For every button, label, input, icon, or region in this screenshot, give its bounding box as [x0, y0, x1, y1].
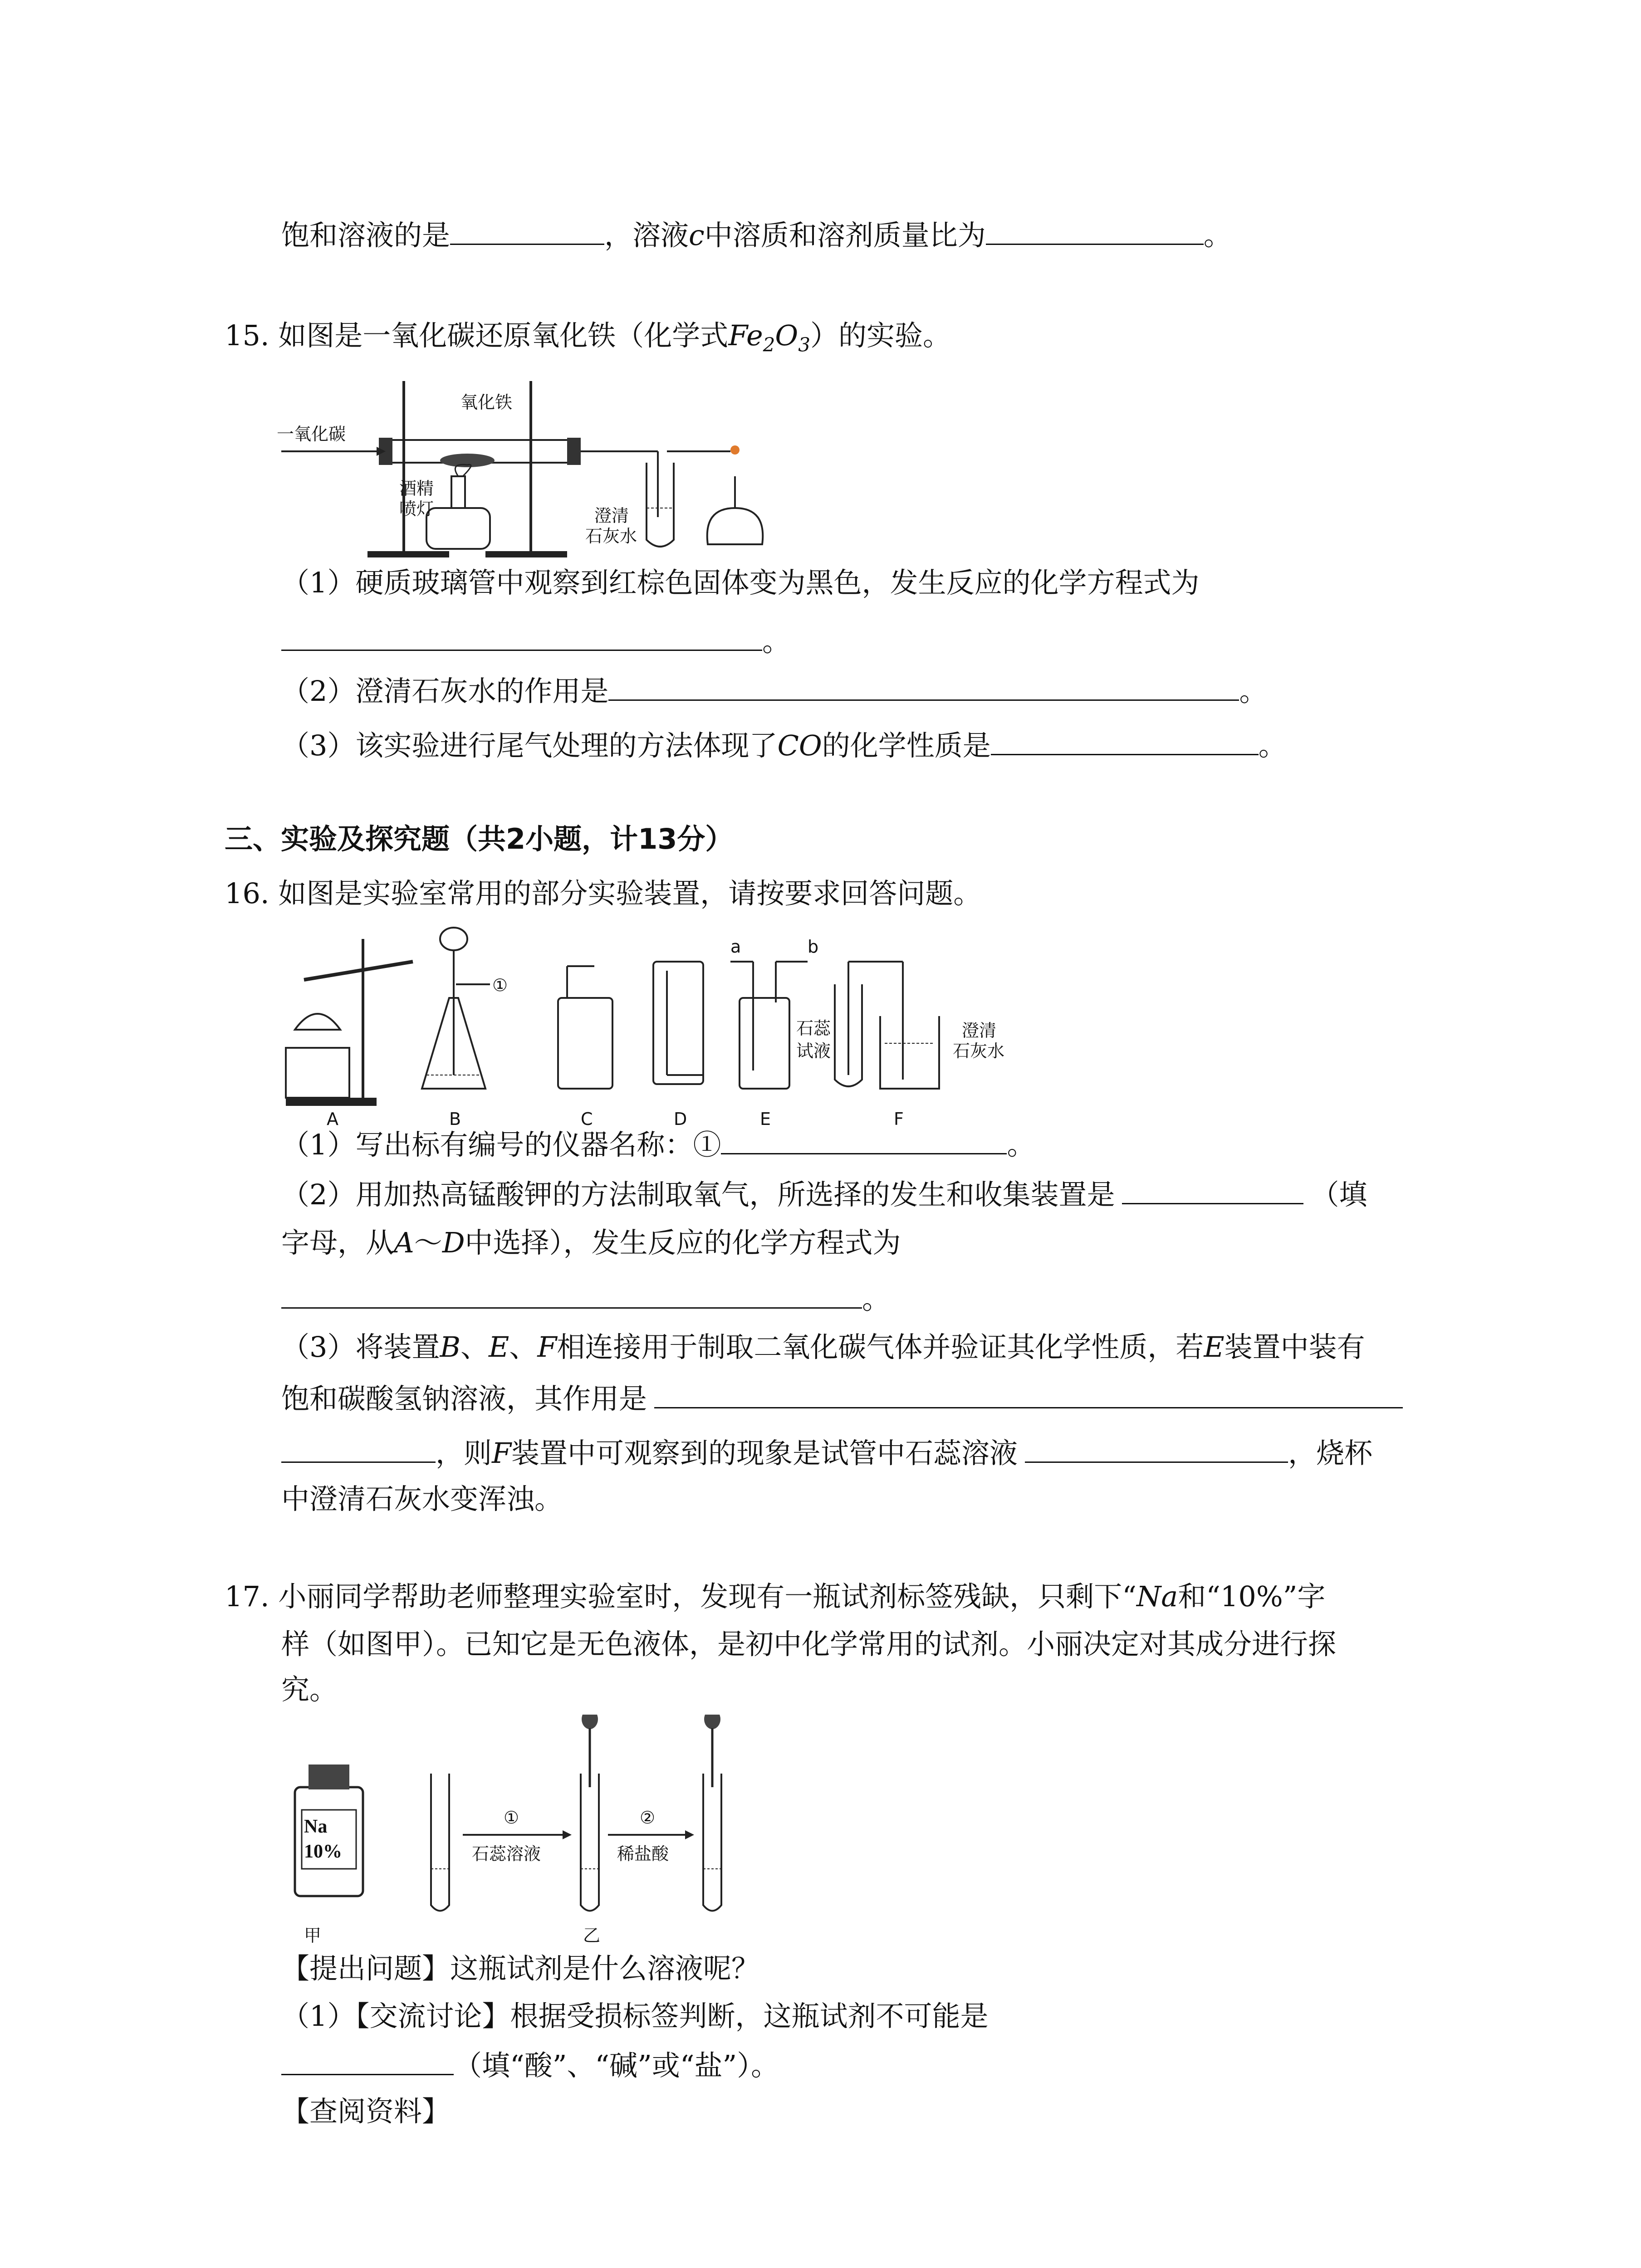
svg-text:石灰水: 石灰水: [953, 1041, 1005, 1061]
svg-text:B: B: [449, 1109, 461, 1129]
question-16-2: （2）用加热高锰酸钾的方法制取氧气，所选择的发生和收集装置是 （填: [281, 1175, 1367, 1213]
answer-blank[interactable]: [986, 215, 1204, 245]
svg-text:①: ①: [504, 1808, 519, 1828]
svg-text:一氧化碳: 一氧化碳: [277, 424, 346, 444]
svg-text:a: a: [730, 937, 741, 957]
question-16-3: （3）将装置B、E、F相连接用于制取二氧化碳气体并验证其化学性质，若E装置中装有: [281, 1330, 1365, 1364]
question-17-ref: 【查阅资料】: [281, 2095, 451, 2128]
answer-blank[interactable]: [1025, 1433, 1288, 1463]
svg-text:酒精: 酒精: [399, 479, 434, 499]
svg-text:甲: 甲: [304, 1926, 322, 1945]
reagent-bottle-and-test-tubes: [277, 1715, 740, 1969]
svg-text:Na: Na: [304, 1816, 328, 1837]
svg-text:喷灯: 喷灯: [399, 499, 434, 519]
lab-apparatus-a-to-f: [277, 925, 1048, 1129]
svg-text:①: ①: [492, 975, 508, 995]
answer-blank[interactable]: [608, 671, 1239, 701]
question-17-cont2: 究。: [281, 1673, 338, 1706]
svg-text:10%: 10%: [304, 1841, 342, 1862]
question-16-3-cont: 饱和碳酸氢钠溶液，其作用是: [281, 1379, 1403, 1417]
question-17-cont: 样（如图甲）。已知它是无色液体，是初中化学常用的试剂。小丽决定对其成分进行探: [281, 1628, 1337, 1661]
svg-text:石蕊: 石蕊: [796, 1018, 831, 1038]
figure-lab-apparatus: [277, 925, 1048, 1129]
answer-blank[interactable]: [721, 1125, 1007, 1154]
svg-text:A: A: [327, 1109, 338, 1129]
question-15-2: （2）澄清石灰水的作用是 。: [281, 671, 1267, 709]
svg-text:F: F: [894, 1109, 904, 1129]
svg-text:乙: 乙: [583, 1926, 601, 1945]
figure-co-reduction: [277, 372, 785, 567]
question-17-1: （1）【交流讨论】根据受损标签判断，这瓶试剂不可能是: [281, 1999, 989, 2033]
answer-blank[interactable]: [1122, 1175, 1303, 1204]
svg-text:②: ②: [640, 1808, 656, 1828]
answer-blank[interactable]: [991, 726, 1259, 755]
answer-blank[interactable]: [281, 1279, 862, 1309]
question-16: 16. 如图是实验室常用的部分实验装置，请按要求回答问题。: [225, 877, 982, 910]
figure-reagent-test: [277, 1715, 740, 1969]
answer-blank[interactable]: [281, 1433, 436, 1463]
svg-text:b: b: [808, 937, 819, 957]
svg-text:C: C: [581, 1109, 593, 1129]
svg-text:稀盐酸: 稀盐酸: [617, 1844, 669, 1864]
question-15: 15. 如图是一氧化碳还原氧化铁（化学式$Fe_2O_3$）的实验。: [225, 319, 951, 356]
page-number: [794, 2261, 829, 2268]
question-17-1-answer: （填“酸”、“碱”或“盐”）。: [281, 2046, 779, 2084]
text-line: 饱和溶液的是 ，溶液c中溶质和溶剂质量比为 。: [281, 215, 1232, 254]
question-16-1: （1）写出标有编号的仪器名称：① 。: [281, 1125, 1035, 1163]
svg-text:试液: 试液: [796, 1041, 831, 1061]
question-16-2-answer: 。: [281, 1279, 890, 1317]
answer-blank[interactable]: [281, 2046, 454, 2075]
question-16-3-cont3: 中澄清石灰水变浑浊。: [281, 1482, 563, 1515]
answer-blank[interactable]: [450, 215, 604, 245]
answer-blank[interactable]: [654, 1379, 1403, 1408]
question-17: 17. 小丽同学帮助老师整理实验室时，发现有一瓶试剂标签残缺，只剩下“Na和“10%”字: [225, 1580, 1326, 1613]
svg-text:D: D: [674, 1109, 687, 1129]
answer-blank[interactable]: [281, 621, 762, 651]
svg-text:E: E: [760, 1109, 771, 1129]
question-15-3: （3）该实验进行尾气处理的方法体现了CO的化学性质是 。: [281, 726, 1287, 764]
svg-text:石蕊溶液: 石蕊溶液: [472, 1844, 541, 1864]
svg-text:氧化铁: 氧化铁: [460, 392, 513, 412]
svg-text:澄清: 澄清: [594, 506, 629, 526]
question-16-2-cont: 字母，从A～D中选择），发生反应的化学方程式为: [281, 1226, 901, 1259]
section-heading: 三、实验及探究题（共2小题，计13分）: [225, 822, 734, 855]
svg-text:石灰水: 石灰水: [585, 526, 637, 546]
question-15-1-answer: 。: [281, 621, 790, 660]
svg-text:澄清: 澄清: [962, 1021, 997, 1041]
question-15-1: （1）硬质玻璃管中观察到红棕色固体变为黑色，发生反应的化学方程式为: [281, 566, 1200, 599]
question-16-3-cont2: ，则F装置中可观察到的现象是试管中石蕊溶液 ，烧杯: [281, 1433, 1372, 1471]
co-reduction-apparatus: [277, 372, 785, 567]
question-17-ask: 【提出问题】这瓶试剂是什么溶液呢？: [281, 1952, 760, 1985]
